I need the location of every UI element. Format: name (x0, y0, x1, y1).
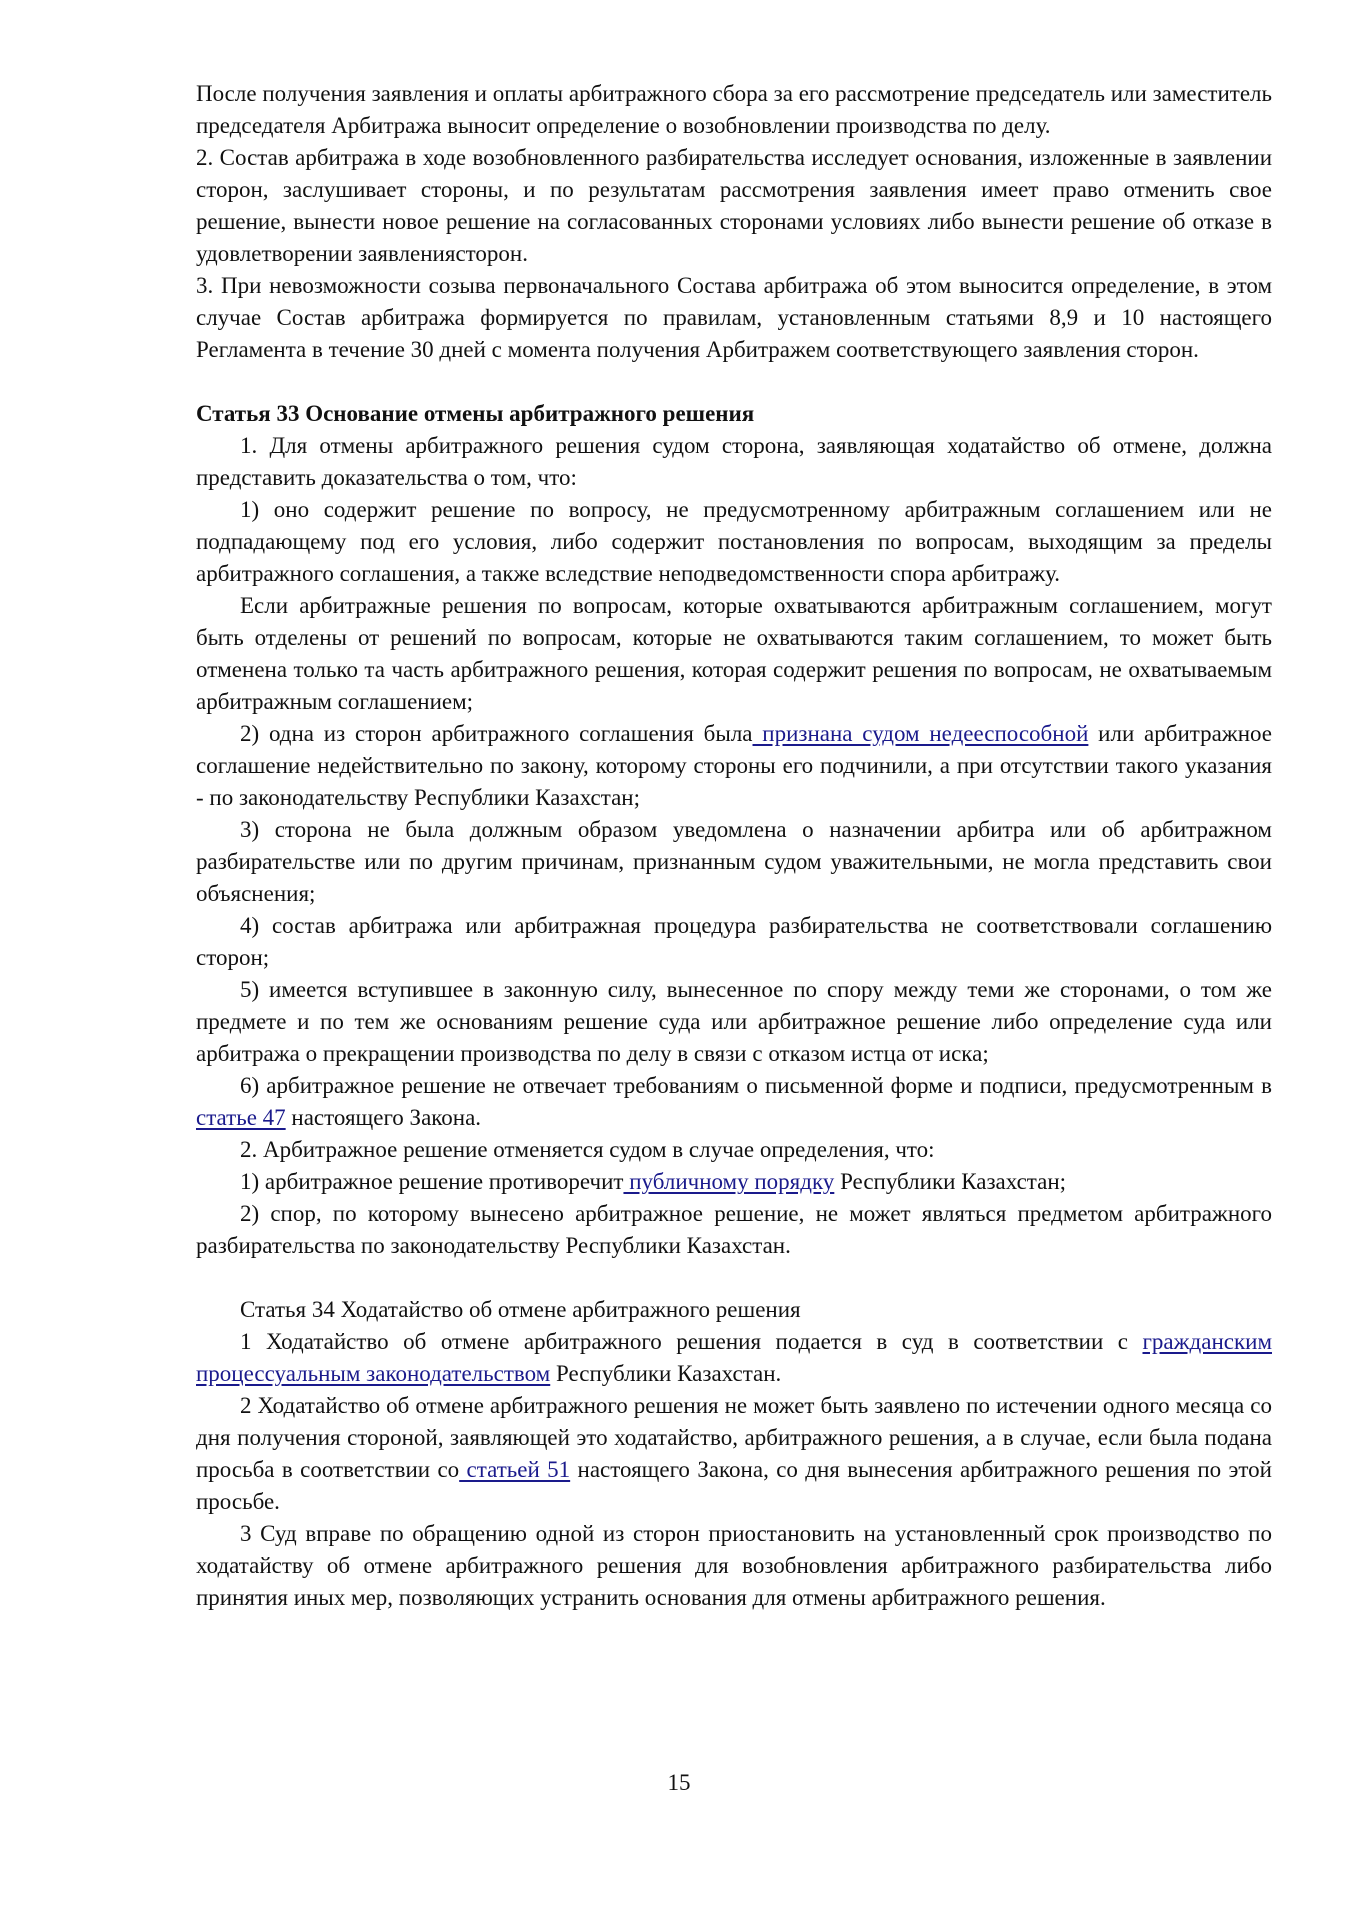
list-item (196, 718, 1272, 814)
text: настоящего Закона, со дня вынесения арбитражного решения по этой просьбе. (196, 1457, 1272, 1514)
article-33-heading: Статья 33 Основание отмены арбитражного решения (196, 401, 755, 426)
paragraph: Если арбитражные решения по вопросам, которые охватываются арбитражным соглашением, могут быть отделены от решений по вопросам, которые не охватываются таким соглашением, то может быть отменена только та часть арбитражного решения, которая содержит решения по вопросам, не охватываемым арбитражным соглашением; (196, 593, 1272, 714)
paragraph: 3 Суд вправе по обращению одной из сторон приостановить на установленный срок производство по ходатайству об отмене арбитражного решения для возобновления арбитражного разбирательства либо принятия иных мер, позволяющих устранить основания для отмены арбитражного решения. (196, 1521, 1272, 1610)
text: Республики Казахстан. (550, 1361, 782, 1386)
link-public-order[interactable]: публичному порядку (623, 1169, 835, 1194)
text: настоящего Закона. (285, 1105, 482, 1130)
text: 1) арбитражное решение противоречит (240, 1169, 624, 1194)
text: 1 Ходатайство об отмене арбитражного решения подается в суд в соответствии с (240, 1329, 1143, 1354)
link-article-51[interactable]: статьей 51 (459, 1457, 571, 1482)
paragraph (196, 1326, 1272, 1390)
text: Республики Казахстан; (834, 1169, 1067, 1194)
page-number: 15 (667, 1770, 691, 1795)
text: или арбитражное соглашение недействительно по закону, которому стороны его подчинили, а при отсутствии такого указания - по законодательству Республики Казахстан; (196, 721, 1272, 810)
paragraph: 1. Для отмены арбитражного решения судом сторона, заявляющая ходатайство об отмене, должна представить доказательства о том, что: (196, 433, 1272, 490)
paragraph: После получения заявления и оплаты арбитражного сбора за его рассмотрение председатель или заместитель председателя Арбитража выносит определение о возобновлении производства по делу. (196, 81, 1272, 138)
paragraph: 3. При невозможности созыва первоначального Состава арбитража об этом выносится определение, в этом случае Состав арбитража формируется по правилам, установленным статьями 8,9 и 10 настоящего Регламента в течение 30 дней с момента получения Арбитражем соответствующего заявления сторон. (196, 273, 1272, 362)
paragraph: 2. Арбитражное решение отменяется судом в случае определения, что: (240, 1137, 935, 1162)
list-item: 2) спор, по которому вынесено арбитражное решение, не может являться предметом арбитражного разбирательства по законодательству Республики Казахстан. (196, 1201, 1272, 1258)
link-article-47[interactable]: статье 47 (196, 1105, 286, 1130)
list-item (196, 1166, 1272, 1198)
text: 6) арбитражное решение не отвечает требованиям о письменной форме и подписи, предусмотренным в (240, 1073, 1272, 1098)
list-item: 4) состав арбитража или арбитражная процедура разбирательства не соответствовали соглашению сторон; (196, 913, 1272, 970)
article-34-heading: Статья 34 Ходатайство об отмене арбитражного решения (240, 1297, 801, 1322)
document-page (196, 78, 1272, 1614)
paragraph (196, 1390, 1272, 1518)
list-item: 3) сторона не была должным образом уведомлена о назначении арбитра или об арбитражном разбирательстве или по другим причинам, признанным судом уважительными, не могла представить свои объяснения; (196, 817, 1272, 906)
text: 2 Ходатайство об отмене арбитражного решения не может быть заявлено по истечении одного месяца со дня получения стороной, заявляющей это ходатайство, арбитражного решения, а в случае, если была подана просьба в соответствии со (196, 1393, 1272, 1482)
list-item: 5) имеется вступившее в законную силу, вынесенное по спору между теми же сторонами, о том же предмете и по тем же основаниям решение суда или арбитражное решение либо определение суда или арбитража о прекращении производства по делу в связи с отказом истца от иска; (196, 977, 1272, 1066)
paragraph: 2. Состав арбитража в ходе возобновленного разбирательства исследует основания, изложенные в заявлении сторон, заслушивает стороны, и по результатам рассмотрения заявления имеет право отменить свое решение, вынести новое решение на согласованных сторонами условиях либо вынести решение об отказе в удовлетворении заявлениясторон. (196, 145, 1272, 266)
link-civil-procedure[interactable]: гражданским процессуальным законодательством (196, 1329, 1272, 1386)
text: 2) одна из сторон арбитражного соглашения была (240, 721, 753, 746)
link-incapacity[interactable]: признана судом недееспособной (752, 721, 1089, 746)
list-item: 1) оно содержит решение по вопросу, не предусмотренному арбитражным соглашением или не подпадающему под его условия, либо содержит постановления по вопросам, выходящим за пределы арбитражного соглашения, а также вследствие неподведомственности спора арбитражу. (196, 497, 1272, 586)
list-item (196, 1070, 1272, 1134)
